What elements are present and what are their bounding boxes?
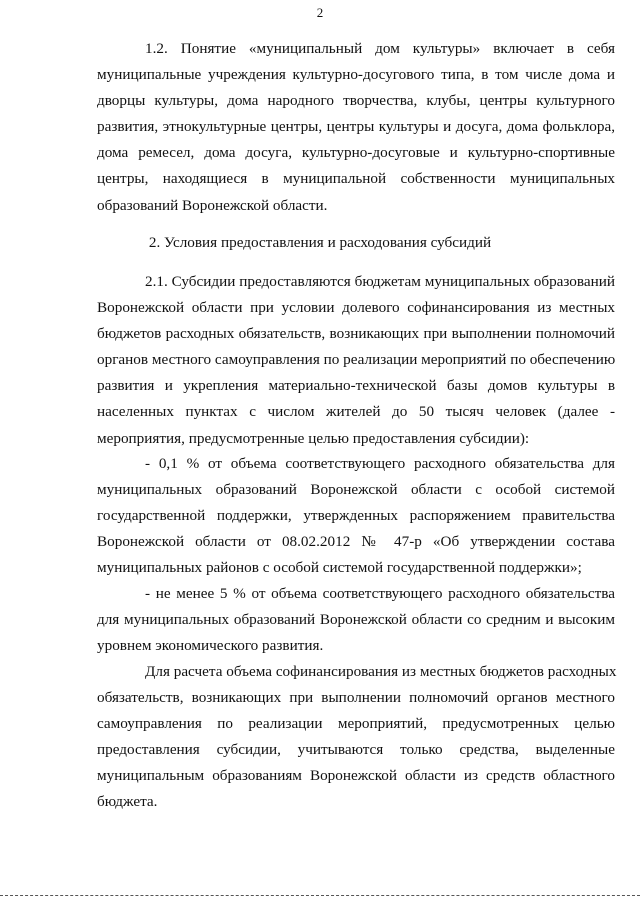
text-line: бюджетов расходных обязательств, возникающих при выполнении полномочий xyxy=(97,325,615,343)
text-line: для муниципальных образований Воронежской области со средним и высоким xyxy=(97,611,615,629)
page-number: 2 xyxy=(316,5,324,20)
text-line: обязательств, возникающих при выполнении полномочий органов местного xyxy=(97,689,615,707)
text-line: населенных пунктах с числом жителей до 50 тысяч человек (далее - xyxy=(97,403,615,421)
bullet-item-1 xyxy=(97,451,615,581)
text-line: дворцы культуры, дома народного творчества, клубы, центры культурного xyxy=(97,92,615,110)
page-bottom-edge xyxy=(0,895,640,896)
text-line: развития и укрепления материально-технической базы домов культуры в xyxy=(97,377,615,395)
text-line: Воронежской области при условии долевого софинансирования из местных xyxy=(97,299,615,317)
section-heading: 2. Условия предоставления и расходования субсидий xyxy=(148,234,492,251)
text-line: центры, находящиеся в муниципальной собственности муниципальных xyxy=(97,170,615,188)
text-line: бюджета. xyxy=(97,793,158,811)
text-line: развития, этнокультурные центры, центры культуры и досуга, дома фольклора, xyxy=(97,118,615,136)
text-line: 2.1. Субсидии предоставляются бюджетам муниципальных образований xyxy=(145,273,615,290)
paragraph-2-1 xyxy=(97,269,615,452)
text-line: - не менее 5 % от объема соответствующего расходного обязательства xyxy=(145,585,615,602)
paragraph-1-2 xyxy=(97,36,615,219)
paragraph-cofinancing xyxy=(97,659,615,816)
text-line: муниципальных образований Воронежской области с особой системой xyxy=(97,481,615,499)
bullet-item-2 xyxy=(97,581,615,659)
text-line: мероприятия, предусмотренные целью предоставления субсидии): xyxy=(97,429,530,447)
text-line: образований Воронежской области. xyxy=(97,196,328,214)
text-line: Воронежской области от 08.02.2012 № 47-р «Об утверждении состава xyxy=(97,533,615,551)
text-line: муниципальным образованиям Воронежской области из средств областного xyxy=(97,767,615,785)
text-line: дома ремесел, дома досуга, культурно-досуговые и культурно-спортивные xyxy=(97,144,615,162)
text-line: самоуправления по реализации мероприятий, предусмотренных целью xyxy=(97,715,615,733)
text-line: уровнем экономического развития. xyxy=(97,637,324,655)
text-line: Для расчета объема софинансирования из местных бюджетов расходных xyxy=(145,663,617,680)
text-line: муниципальные учреждения культурно-досугового типа, в том числе дома и xyxy=(97,66,615,84)
text-line: 1.2. Понятие «муниципальный дом культуры» включает в себя xyxy=(145,40,615,57)
text-line: органов местного самоуправления по реализации мероприятий по обеспечению xyxy=(97,351,616,369)
text-line: государственной поддержки, утвержденных распоряжением правительства xyxy=(97,507,615,525)
text-line: муниципальных районов с особой системой государственной поддержки»; xyxy=(97,559,582,577)
text-line: предоставления субсидии, учитываются только средства, выделенные xyxy=(97,741,615,759)
text-line: - 0,1 % от объема соответствующего расходного обязательства для xyxy=(145,455,615,472)
